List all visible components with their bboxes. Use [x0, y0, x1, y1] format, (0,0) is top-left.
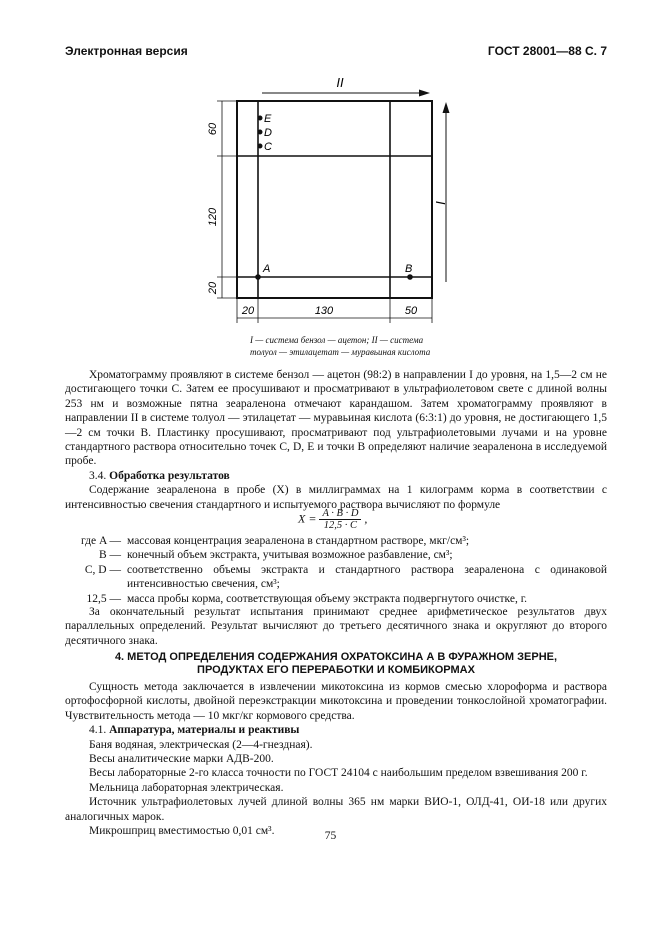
direction-arrow-i: [433, 102, 450, 282]
formula-tail: ,: [364, 511, 368, 526]
page-number: 75: [324, 830, 337, 842]
section-4-1-title: Аппаратура, материалы и реактивы: [109, 724, 300, 737]
point-d-label: D: [264, 127, 272, 139]
definition-key: C, D —: [84, 563, 121, 576]
point-c: [258, 141, 273, 153]
dimension-130: 130: [314, 305, 334, 317]
formula-definitions: [65, 534, 607, 606]
definition-row: [65, 592, 607, 606]
vertical-dimension-line: [217, 101, 237, 298]
dimension-20-vertical: 20: [207, 281, 219, 295]
definition-key: B —: [98, 549, 121, 562]
definition-row: [65, 563, 607, 592]
dimension-120: 120: [207, 207, 219, 227]
paragraph-calculation-intro: Содержание зеараленона в пробе (X) в миллиграммах на 1 килограмм корма в соответствии с интенсивностью свечения стандартного и испытуемого раствора вычисляют по формуле: [65, 484, 607, 511]
point-d: [258, 127, 273, 139]
list-item: Мельница лабораторная электрическая.: [89, 781, 284, 794]
section-4-heading: [65, 651, 607, 677]
body-text-1: [65, 368, 607, 512]
point-e-label: E: [264, 113, 272, 125]
definition-text: массовая концентрация зеараленона в стандартном растворе, мкг/см³;: [127, 535, 470, 547]
definition-text: конечный объем экстракта, учитывая возможное разбавление, см³;: [127, 549, 453, 562]
point-b-label: B: [405, 263, 413, 275]
running-header-left: Электронная версия: [65, 44, 188, 58]
formula-x: [298, 508, 367, 531]
list-item: Баня водяная, электрическая (2—4-гнездная).: [89, 738, 313, 751]
definition-key: 12,5 —: [86, 592, 121, 605]
paragraph-development: Хроматограмму проявляют в системе бензол — ацетон (98:2) в направлении I до уровня, на 1,5—2 см не достигающего точки C. Затем ее просушивают и просматривают в ультрафиолетовом свете с длиной волны 253 нм и возможные пятна зеараленона отмечают карандашом. Затем хроматограмму проявляют в направлении II в системе толуол — этилацетат — муравьиная кислота (6:3:1) до уровня, не достигающего 1,5—2 см точки B. Пластинку просушивают, просматривают под ультрафиолетовыми лучами и на уровне стандартного раствора относительно точек C, D, E и точки B определяют наличие зеараленона в исследуемой пробе.: [65, 369, 607, 468]
paragraph-final-result: За окончательный результат испытания принимают среднее арифметическое результатов двух параллельных определений. Результат вычисляют до третьего десятичного знака и округляют до второго десятичного знака.: [65, 606, 607, 647]
definition-text: соответственно объемы экстракта и стандартного раствора зеараленона с одинаковой интенсивностью свечения, см³;: [127, 563, 607, 591]
formula-lhs: X =: [298, 511, 317, 526]
horizontal-dimension-line: [237, 298, 432, 323]
list-item: Микрошприц вместимостью 0,01 см³.: [89, 825, 275, 838]
body-text-2: [65, 605, 607, 648]
dimension-50: 50: [404, 305, 418, 317]
chromatogram-diagram: [180, 68, 470, 333]
definition-key: где A —: [80, 535, 121, 547]
direction-arrow-ii: [262, 75, 430, 97]
formula-numerator: A · B · D: [319, 508, 361, 520]
caption-line-2: толуол — этилацетат — муравьиная кислота: [250, 347, 431, 357]
body-text-3: [65, 680, 607, 838]
section-4-heading-line-2: ПРОДУКТАХ ЕГО ПЕРЕРАБОТКИ И КОМБИКОРМАХ: [197, 664, 475, 676]
direction-label-i: I: [433, 201, 448, 205]
formula-fraction: [319, 508, 361, 531]
section-3-4-heading: [65, 469, 607, 483]
section-3-4-number: 3.4.: [89, 469, 107, 482]
point-e: [258, 113, 273, 125]
dimension-60: 60: [207, 122, 219, 136]
section-4-1-heading: [65, 723, 607, 737]
figure-caption: [250, 334, 470, 358]
list-item: Весы аналитические марки АДВ-200.: [89, 753, 274, 766]
section-4-heading-line-1: 4. МЕТОД ОПРЕДЕЛЕНИЯ СОДЕРЖАНИЯ ОХРАТОКСИНА А В ФУРАЖНОМ ЗЕРНЕ,: [114, 651, 558, 663]
formula-denominator: 12,5 · C: [323, 520, 358, 531]
list-item: Источник ультрафиолетовых лучей длиной волны 365 нм марки ВИО-1, ОЛД-41, ОИ-18 или других аналогичных марок.: [65, 796, 607, 823]
definition-row: [65, 548, 607, 562]
point-c-label: C: [264, 141, 272, 153]
point-a-label: A: [263, 263, 271, 275]
definition-row: [65, 534, 607, 548]
section-4-1-number: 4.1.: [89, 724, 107, 737]
caption-line-1: I — система бензол — ацетон; II — система: [250, 335, 424, 345]
direction-label-ii: II: [336, 75, 344, 90]
dimension-20-horizontal: 20: [241, 305, 255, 317]
running-header-right: ГОСТ 28001—88 С. 7: [487, 44, 607, 58]
paragraph-method-essence: Сущность метода заключается в извлечении микотоксина из кормов смесью хлороформа и раствора ортофосфорной кислоты, двойной переэкстракции микотоксина и проведении тонкослойной хроматографии. Чувствительность метода — 10 мкг/кг кормового средства.: [65, 681, 607, 722]
list-item: Весы лабораторные 2-го класса точности по ГОСТ 24104 с наибольшим пределом взвешивания 200 г.: [89, 767, 588, 780]
definition-text: масса пробы корма, соответствующая объему экстракта подвергнутого очистке, г.: [127, 592, 527, 605]
section-3-4-title: Обработка результатов: [109, 469, 230, 482]
